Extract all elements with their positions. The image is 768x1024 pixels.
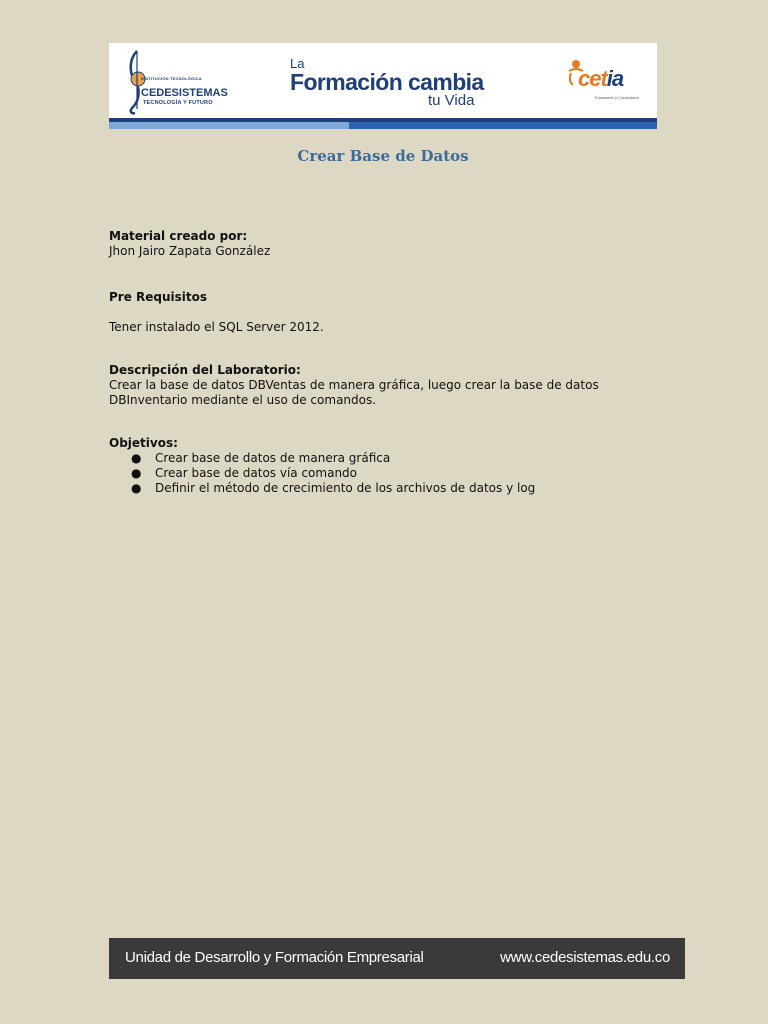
lab-description: Crear la base de datos DBVentas de manera gráfica, luego crear la base de datos DBInventario mediante el uso de comandos. (109, 378, 599, 407)
prereq-text: Tener instalado el SQL Server 2012. (109, 320, 324, 334)
footer-unit-label: Unidad de Desarrollo y Formación Empresarial (125, 949, 424, 966)
cetia-wordmark: cetia (578, 66, 624, 91)
cedesistemas-logo (123, 49, 233, 115)
slogan-main: Formación cambia (290, 69, 484, 95)
bullet-icon: ● (131, 481, 142, 495)
document-title: Crear Base de Datos (297, 147, 469, 165)
bullet-icon: ● (131, 466, 142, 480)
slogan-la: La (290, 56, 305, 71)
cedesistemas-wordmark: CEDESISTEMAS (141, 87, 228, 99)
list-item: ● Crear base de datos vía comando (131, 466, 358, 480)
slogan-vida: tu Vida (428, 92, 475, 109)
header-banner (109, 43, 657, 129)
objectives-heading: Objetivos: (109, 436, 178, 450)
author-heading: Material creado por: (109, 229, 248, 243)
list-item: ● Crear base de datos de manera gráfica (131, 451, 391, 465)
footer-website: www.cedesistemas.edu.co (500, 949, 670, 966)
bullet-icon: ● (131, 451, 142, 465)
footer-bar (109, 938, 685, 979)
banner-stripe-mid (349, 122, 657, 129)
author-name: Jhon Jairo Zapata González (109, 244, 271, 258)
tagline: TECNOLOGÍA Y FUTURO (143, 100, 213, 106)
banner-stripe-light (109, 122, 349, 129)
objectives-list (109, 451, 535, 496)
cetia-logo (563, 57, 643, 107)
list-item: ● Definir el método de crecimiento de los archivos de datos y log (131, 481, 536, 495)
lab-heading: Descripción del Laboratorio: (109, 363, 301, 377)
institution-label: INSTITUCIÓN TECNOLÓGICA (141, 76, 202, 81)
cetia-subtitle: Formación y Consultoría (595, 95, 639, 100)
prereq-heading: Pre Requisitos (109, 290, 208, 304)
